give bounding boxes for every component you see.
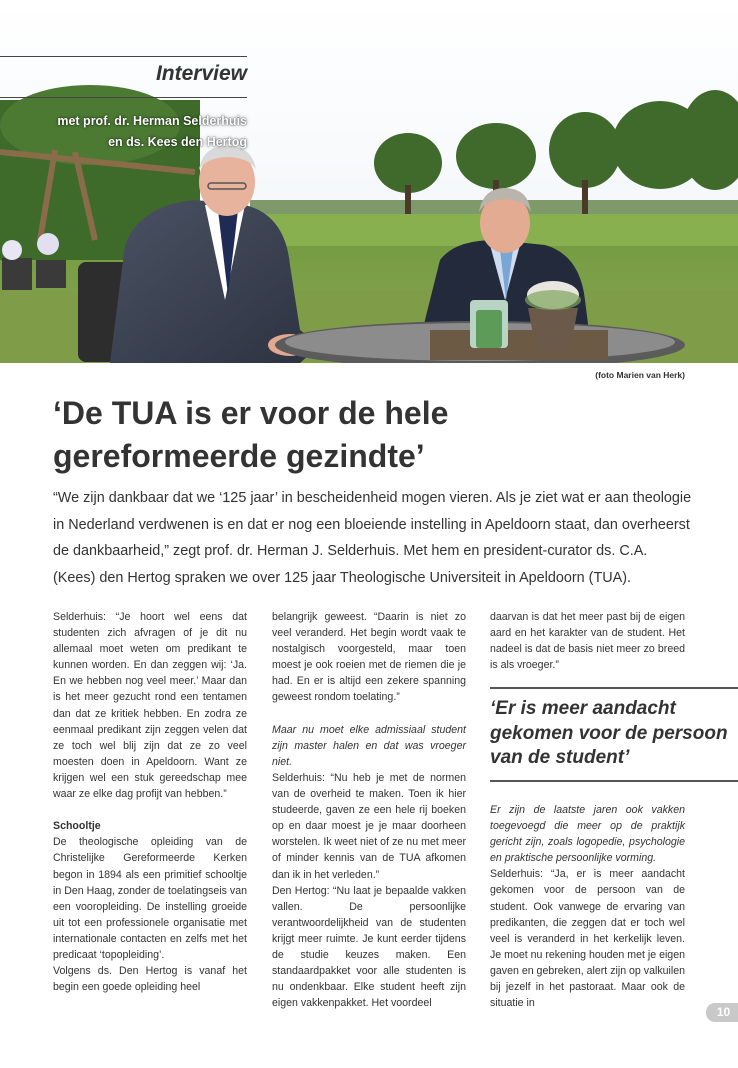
section-rule-top	[0, 56, 247, 57]
subheading: Schooltje	[53, 820, 101, 833]
pull-quote-rule-bottom	[490, 780, 738, 782]
headline-line-2: gereformeerde gezindte’	[53, 438, 425, 474]
paragraph: Den Hertog: “Nu laat je bepaalde vakken vallen. De persoonlijke verantwoordelijkheid van de studenten krijgt meer ruimte. Je kunt eerder tijdens de studie keuzes maken. Een standaardpakket voor alle studenten is nu ondenkbaar. Elke student heeft zijn eigen vakkenpakket. Het voordeel	[272, 884, 466, 1010]
pull-quote: ‘Er is meer aandacht gekomen voor de persoon van de student’	[490, 698, 728, 768]
article-column-3-continued	[490, 802, 685, 1011]
interview-question: Er zijn de laatste jaren ook vakken toegevoegd die meer op de praktijk gericht zijn, zoals logopedie, psychologie en praktische persoonlijke vorming.	[490, 804, 685, 865]
byline	[0, 111, 247, 153]
section-rule-bottom	[0, 97, 247, 98]
paragraph: belangrijk geweest. “Daarin is niet zo veel veranderd. Het begin wordt vaak te nostalgisch voorgesteld, maar toen moest je ook roeien met de riemen die je had. En er is altijd een zekere spanning geweest rondom toelating.”	[272, 611, 466, 704]
interview-photo	[0, 0, 738, 363]
article-headline	[53, 392, 693, 478]
byline-line-2: en ds. Kees den Hertog	[108, 135, 247, 149]
article-column-2	[272, 609, 466, 1011]
byline-line-1: met prof. dr. Herman Selderhuis	[57, 114, 247, 128]
interview-question: Maar nu moet elke admissiaal student zijn master halen en dat was vroeger niet.	[272, 723, 466, 768]
photo-credit: (foto Marien van Herk)	[595, 370, 685, 380]
paragraph: Selderhuis: “Nu heb je met de normen van de overheid te maken. Toen ik hier studeerde, gaven ze een hele rij boeken op en daar moest je je maar doorheen worstelen. Ik weet niet of ze nu met meer of minder kennis van de TUA afkomen dan ik in het verleden.”	[272, 771, 466, 881]
paragraph: Volgens ds. Den Hertog is vanaf het begin een goede opleiding heel	[53, 965, 247, 994]
section-label: Interview	[155, 62, 247, 85]
paragraph: De theologische opleiding van de Christelijke Gereformeerde Kerken begon in 1894 als een primitief schooltje in Den Haag, zonder de toelatingseis van een vooropleiding. De instelling groeide uit tot een professionele organisatie met internationale contacten en zelfs met het predicaat ‘topopleiding’.	[53, 836, 247, 961]
paragraph: daarvan is dat het meer past bij de eigen aard en het karakter van de student. Het nadeel is dat de basis niet meer zo breed is als vroeger.”	[490, 611, 685, 672]
article-column-1	[53, 609, 247, 995]
headline-line-1: ‘De TUA is er voor de hele	[53, 395, 449, 431]
article-column-3	[490, 609, 685, 673]
paragraph: Selderhuis: “Ja, er is meer aandacht gekomen voor de persoon van de student. Ook vanwege de ervaring van predikanten, die zeggen dat er toch wel veel is veranderd in het kerkelijk leven. Je moet nu rekening houden met je eigen gaven en gebreken, alert zijn op valkuilen bij jezelf in het pastoraat. Maar ook de situatie in	[490, 868, 685, 1010]
paragraph: Selderhuis: “Je hoort wel eens dat studenten zich afvragen of je dit nu allemaal moet weten om predikant te kunnen worden. En dan zeggen wij: ‘Ja. En we hebben nog veel meer.’ Maar dan is het meer gezucht rond een tentamen dan dat ze kritiek hebben. En zodra ze eenmaal predikant zijn zeggen velen dat ze toch wel blij zijn dat ze zo veel moesten doen in Apeldoorn. Want ze krijgen wel een stuk gereedschap mee waar ze elke dag profijt van hebben.”	[53, 611, 247, 801]
page-number: 10	[706, 1003, 738, 1022]
article-lead: “We zijn dankbaar dat we ‘125 jaar’ in bescheidenheid mogen vieren. Als je ziet wat er aan theologie in Nederland verdwenen is en dat er nog een bloeiende instelling in Apeldoorn staat, dan overheerst de dankbaarheid,” zegt prof. dr. Herman J. Selderhuis. Met hem en president-curator ds. C.A. (Kees) den Hertog spraken we over 125 jaar Theologische Universiteit in Apeldoorn (TUA).	[53, 490, 692, 586]
pull-quote-rule-top	[490, 687, 738, 689]
